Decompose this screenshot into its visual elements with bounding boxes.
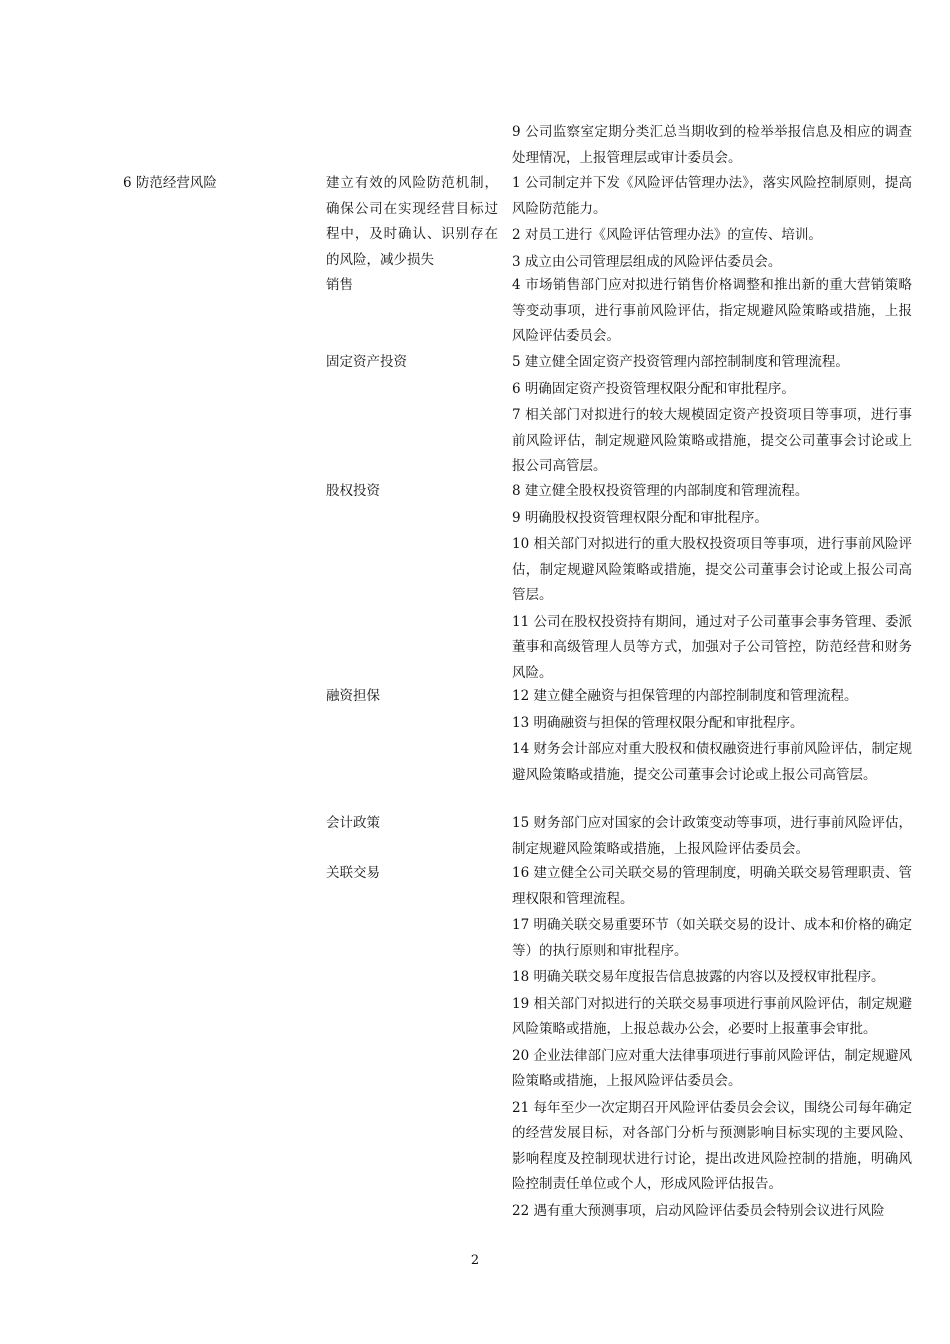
list-item: 21 每年至少一次定期召开风险评估委员会会议，围绕公司每年确定的经营发展目标，对各部门分析与预测影响目标实现的主要风险、影响程度及控制现状进行讨论，提出改进风险控制的措施，明确风险控制责任单位或个人，形成风险评估报告。 — [512, 1099, 912, 1192]
list-item: 1 公司制定并下发《风险评估管理办法》，落实风险控制原则，提高风险防范能力。 — [512, 175, 912, 217]
area-label: 建立有效的风险防范机制，确保公司在实现经营目标过程中，及时确认、识别存在的风险，减少损失 — [326, 175, 498, 268]
page-number: 2 — [470, 1253, 480, 1268]
measures-cell — [512, 350, 912, 481]
area-label: 会计政策 — [326, 815, 380, 831]
list-item: 22 遇有重大预测事项，启动风险评估委员会特别会议进行风险 — [512, 1202, 885, 1219]
area-label: 固定资产投资 — [326, 354, 407, 370]
list-item: 7 相关部门对拟进行的较大规模固定资产投资项目等事项，进行事前风险评估，制定规避风险策略或措施，提交公司董事会讨论或上报公司高管层。 — [512, 407, 912, 474]
list-item: 17 明确关联交易重要环节（如关联交易的设计、成本和价格的确定等）的执行原则和审批程序。 — [512, 917, 912, 959]
list-item: 2 对员工进行《风险评估管理办法》的宣传、培训。 — [512, 227, 822, 243]
measures-cell — [512, 861, 912, 1225]
list-item: 9 明确股权投资管理权限分配和审批程序。 — [512, 509, 768, 526]
measures-cell — [512, 479, 912, 687]
measures-cell — [512, 171, 912, 276]
measures-cell — [512, 811, 912, 863]
list-item: 16 建立健全公司关联交易的管理制度，明确关联交易管理职责、管理权限和管理流程。 — [512, 865, 912, 907]
section-title: 6 防范经营风险 — [123, 175, 217, 191]
list-item: 19 相关部门对拟进行的关联交易事项进行事前风险评估，制定规避风险策略或措施，上报总裁办公会，必要时上报董事会审批。 — [512, 995, 912, 1037]
list-item: 18 明确关联交易年度报告信息披露的内容以及授权审批程序。 — [512, 969, 885, 985]
list-item: 15 财务部门应对国家的会计政策变动等事项，进行事前风险评估，制定规避风险策略或措施，上报风险评估委员会。 — [512, 815, 912, 857]
list-item: 11 公司在股权投资持有期间，通过对子公司董事会事务管理、委派董事和高级管理人员等方式，加强对子公司管控，防范经营和财务风险。 — [512, 613, 912, 681]
measures-cell — [512, 684, 912, 789]
list-item: 9 公司监察室定期分类汇总当期收到的检举举报信息及相应的调查处理情况，上报管理层或审计委员会。 — [512, 124, 912, 166]
list-item: 8 建立健全股权投资管理的内部制度和管理流程。 — [512, 483, 809, 499]
area-label: 股权投资 — [326, 483, 380, 499]
list-item: 4 市场销售部门应对拟进行销售价格调整和推出新的重大营销策略等变动事项，进行事前风险评估，指定规避风险策略或措施，上报风险评估委员会。 — [512, 277, 912, 344]
list-item: 6 明确固定资产投资管理权限分配和审批程序。 — [512, 380, 795, 397]
list-item: 14 财务会计部应对重大股权和债权融资进行事前风险评估，制定规避风险策略或措施，提交公司董事会讨论或上报公司高管层。 — [512, 741, 912, 783]
list-item: 10 相关部门对拟进行的重大股权投资项目等事项，进行事前风险评估，制定规避风险策略或措施，提交公司董事会讨论或上报公司高管层。 — [512, 536, 912, 603]
list-item: 20 企业法律部门应对重大法律事项进行事前风险评估，制定规避风险策略或措施，上报风险评估委员会。 — [512, 1047, 912, 1089]
measures-cell — [512, 273, 912, 351]
area-label: 关联交易 — [326, 865, 380, 881]
list-item: 13 明确融资与担保的管理权限分配和审批程序。 — [512, 714, 804, 731]
area-label: 销售 — [326, 277, 353, 293]
area-label: 融资担保 — [326, 688, 380, 704]
list-item: 12 建立健全融资与担保管理的内部控制制度和管理流程。 — [512, 688, 858, 704]
measures-cell — [512, 120, 912, 172]
list-item: 3 成立由公司管理层组成的风险评估委员会。 — [512, 253, 782, 270]
list-item: 5 建立健全固定资产投资管理内部控制制度和管理流程。 — [512, 354, 849, 370]
